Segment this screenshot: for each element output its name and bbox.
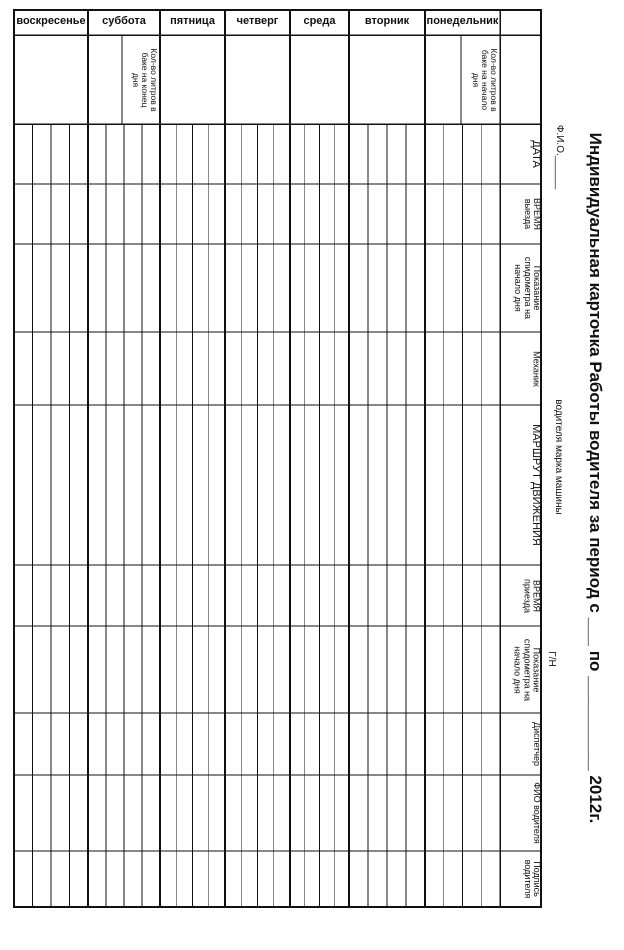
column-header-odo_start-line-3: начало дня bbox=[512, 264, 523, 312]
vehicle-label: водителя марка машины bbox=[553, 399, 564, 515]
fuel-start-header-line-2: баке на начало bbox=[479, 49, 490, 110]
fuel-end-header-line-2: баке на конец bbox=[140, 52, 151, 107]
column-header-driver_name bbox=[501, 778, 541, 848]
fio-label: Ф.И.О.______ bbox=[554, 124, 565, 190]
period-end-blank: __________ bbox=[586, 676, 605, 771]
day-header-1: понедельник bbox=[426, 15, 499, 27]
fuel-start-header-line-3: дня bbox=[470, 72, 481, 87]
title-year: 2012г. bbox=[586, 775, 605, 824]
column-header-depart-line-2: выезда bbox=[522, 198, 533, 230]
period-start-blank: ___ bbox=[586, 617, 605, 646]
table-border bbox=[14, 10, 541, 907]
fuel-end-header-line-3: дня bbox=[131, 72, 142, 87]
column-header-odo_start bbox=[501, 247, 541, 329]
day-header-3: среда bbox=[303, 15, 336, 27]
column-header-odo_start-line-1: Показание bbox=[531, 265, 542, 311]
column-header-date-line-1: ДАТА bbox=[529, 140, 542, 168]
column-header-odo_end-line-2: спидометра на bbox=[522, 638, 533, 701]
column-header-signature-line-1: Подпись bbox=[531, 861, 542, 897]
column-header-arrive-line-2: приезда bbox=[522, 578, 533, 613]
card-title bbox=[580, 98, 604, 858]
column-header-odo_end bbox=[501, 629, 541, 710]
column-header-driver_name-line-1: ФИО водителя bbox=[531, 782, 542, 844]
fuel-start-header-line-1: Кол-во литров в bbox=[488, 47, 499, 112]
column-header-signature-line-2: водителя bbox=[522, 859, 533, 899]
column-header-date bbox=[501, 127, 541, 181]
column-header-dispatcher-line-1: Диспетчер bbox=[531, 721, 542, 767]
fuel-start-header bbox=[464, 38, 498, 122]
day-header-5: пятница bbox=[170, 15, 215, 27]
fuel-end-header bbox=[124, 38, 158, 122]
plate-label: Г/Н bbox=[546, 651, 557, 667]
column-header-odo_start-line-2: спидометра на bbox=[522, 256, 533, 320]
column-header-odo_end-line-1: Показание bbox=[531, 647, 542, 692]
title-mid: по bbox=[586, 650, 605, 672]
column-header-depart bbox=[501, 187, 541, 241]
column-header-arrive bbox=[501, 568, 541, 623]
column-header-route bbox=[501, 408, 541, 562]
day-header-7: воскресенье bbox=[16, 15, 86, 27]
day-header-6: суббота bbox=[102, 15, 146, 27]
column-header-arrive-line-1: ВРЕМЯ bbox=[531, 579, 542, 612]
column-header-signature bbox=[501, 854, 541, 904]
day-header-4: четверг bbox=[236, 15, 279, 27]
day-header-2: вторник bbox=[364, 15, 410, 27]
column-header-mechanic bbox=[501, 335, 541, 402]
column-header-odo_end-line-3: начало дня bbox=[512, 645, 523, 694]
column-header-depart-line-1: ВРЕМЯ bbox=[531, 197, 542, 230]
title-prefix: Индивидуальная карточка Работы водителя за период с bbox=[586, 132, 605, 613]
column-header-dispatcher bbox=[501, 716, 541, 772]
column-header-route-line-1: МАРШРУТ ДВИЖЕНИЯ bbox=[529, 424, 542, 546]
column-header-mechanic-line-1: Механик bbox=[531, 350, 542, 387]
fuel-end-header-line-1: Кол-во литров в bbox=[149, 47, 159, 112]
